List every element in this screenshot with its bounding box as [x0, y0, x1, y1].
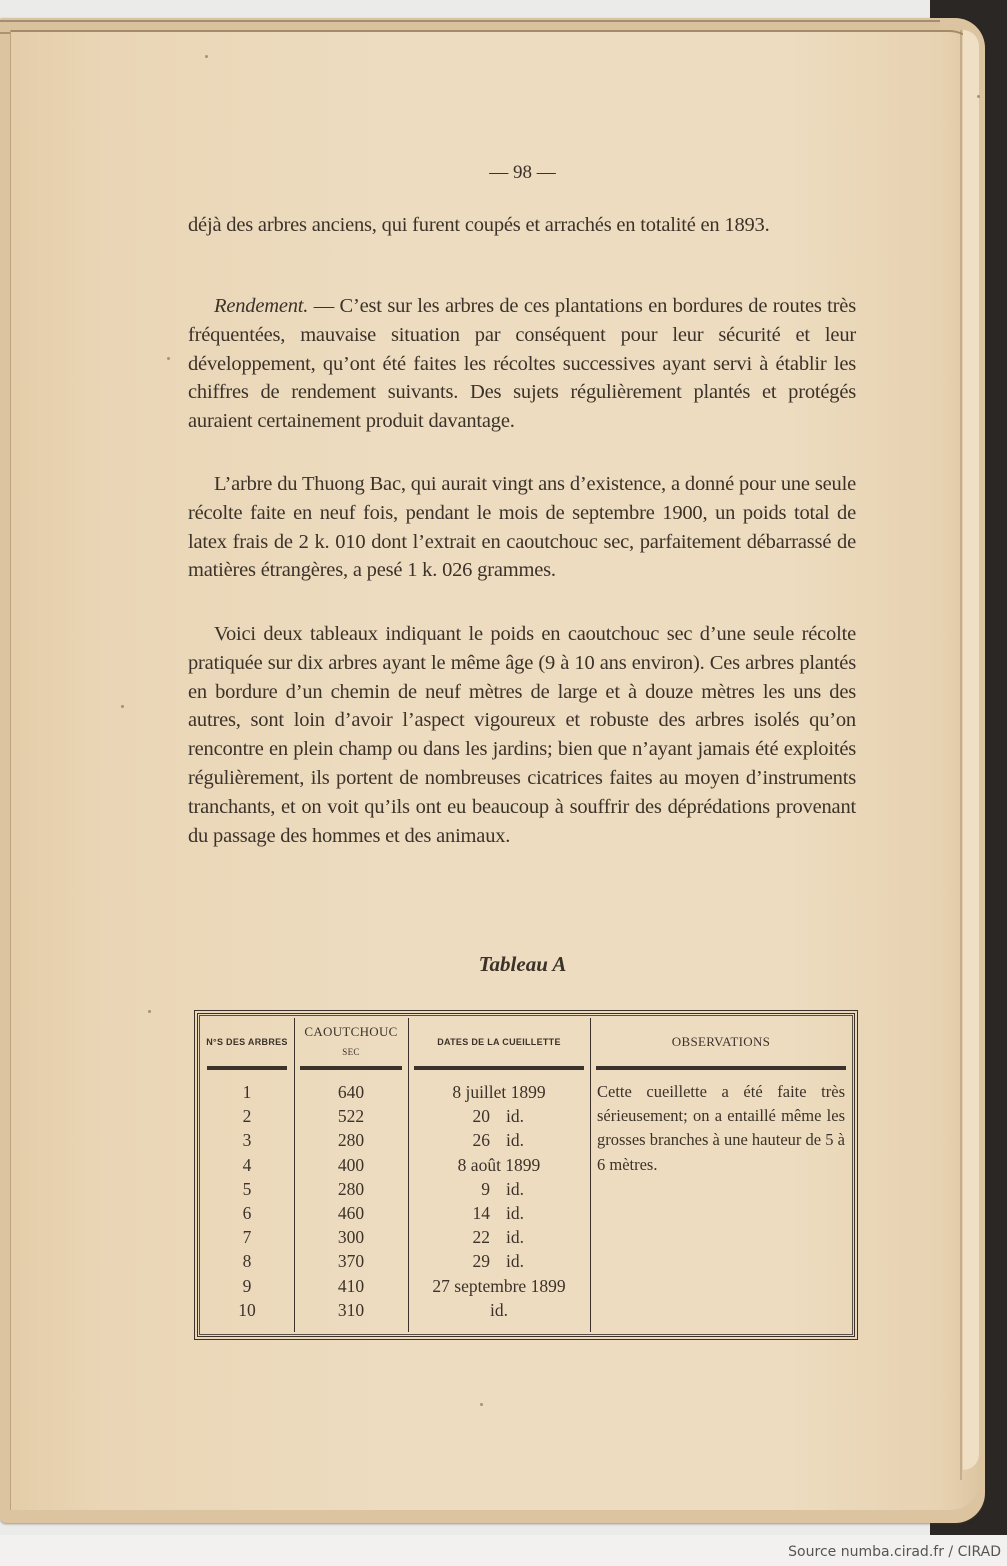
cell-tree-number: 2 [242, 1106, 252, 1127]
cell-tree-number: 10 [238, 1299, 256, 1320]
cell-rubber-weight: 400 [337, 1154, 365, 1175]
paper-speck [480, 1403, 483, 1406]
header-tree-number: N°S DES ARBRES [206, 1037, 288, 1047]
cell-harvest-date: id. [490, 1299, 508, 1320]
observation-text: Cette cueillette a été faite très sérieusement; on a entaillé même les grosses branches à une hauteur de 5 à 6 mètres. [597, 1082, 845, 1174]
paragraph-1 [188, 211, 856, 240]
cell-rubber-weight: 300 [337, 1227, 365, 1248]
date-ditto: id. [506, 1227, 524, 1248]
header-rule [300, 1066, 402, 1070]
table-title: Tableau A [478, 952, 567, 976]
paragraph-text: L’arbre du Thuong Bac, qui aurait vingt ans d’existence, a donné pour une seule récolte faite en neuf fois, pendant le mois de septembre 1900, un poids total de latex frais de 2 k. 010 dont l’extrait en caoutchouc sec, parfaitement débarrassé de matières étrangères, a pesé 1 k. 026 grammes. [188, 473, 856, 582]
cell-rubber-weight: 522 [337, 1106, 365, 1127]
header-dates: DATES DE LA CUEILLETTE [437, 1037, 561, 1047]
cell-harvest-date: 8 juillet 1899 [452, 1082, 546, 1102]
cell-tree-number: 1 [242, 1082, 252, 1102]
date-day: 26 [472, 1130, 490, 1151]
column-cells [409, 1080, 589, 1322]
column-dates [408, 1018, 589, 1332]
cell-rubber-weight: 640 [337, 1082, 365, 1102]
date-ditto: id. [506, 1202, 524, 1223]
paragraph-text: — C’est sur les arbres de ces plantations en bordures de routes très fréquentées, mauvaise situation par conséquent pour leur sécurité et leur développement, qu’ont été faites les récoltes successives ayant servi à établir les chiffres de rendement suivants. Des sujets régulièrement plantés et protégés auraient certainement produit davantage. [188, 295, 856, 433]
header-rubber [295, 1018, 407, 1066]
paragraph-rendement [188, 292, 856, 436]
header-rule [596, 1066, 846, 1070]
date-day: 29 [472, 1251, 490, 1272]
paragraph-tableaux [188, 620, 856, 850]
header-rule [207, 1066, 287, 1070]
header-rule [414, 1066, 584, 1070]
header-rubber-sub: SEC [342, 1047, 360, 1057]
paragraph-lead: Rendement. [214, 295, 309, 317]
date-ditto: id. [506, 1106, 524, 1127]
date-day: 20 [472, 1106, 490, 1127]
date-day: 22 [472, 1227, 490, 1248]
date-ditto: id. [506, 1130, 524, 1151]
paper-speck [977, 95, 980, 98]
date-day: 14 [472, 1202, 490, 1223]
cell-rubber-weight: 280 [337, 1178, 365, 1199]
cell-tree-number: 5 [242, 1178, 252, 1199]
cell-rubber-weight: 460 [337, 1202, 365, 1223]
cell-harvest-date [409, 1201, 589, 1225]
cell-harvest-date [409, 1104, 589, 1128]
cell-harvest-date [409, 1128, 589, 1152]
paper-speck [148, 1010, 151, 1013]
cell-harvest-date [409, 1225, 589, 1249]
cell-rubber-weight: 370 [337, 1251, 365, 1272]
paper-speck [167, 357, 170, 360]
source-credit: Source numba.cirad.fr / CIRAD [788, 1544, 1001, 1560]
paper-speck [121, 705, 124, 708]
cell-rubber-weight: 410 [337, 1275, 365, 1296]
cell-rubber-weight: 280 [337, 1130, 365, 1151]
cell-tree-number: 9 [242, 1275, 252, 1296]
date-day: 9 [481, 1178, 490, 1199]
data-table [194, 1010, 858, 1340]
column-rubber [294, 1018, 407, 1332]
cell-tree-number: 3 [242, 1130, 252, 1151]
date-ditto: id. [506, 1178, 524, 1199]
paragraph-thuong-bac [188, 470, 856, 585]
column-cells [202, 1080, 292, 1322]
cell-harvest-date [409, 1177, 589, 1201]
column-tree-number [202, 1018, 292, 1332]
cell-tree-number: 4 [242, 1154, 252, 1175]
cell-tree-number: 7 [242, 1227, 252, 1248]
paper-speck [205, 55, 208, 58]
cell-tree-number: 8 [242, 1251, 252, 1272]
paragraph-text: déjà des arbres anciens, qui furent coupés et arrachés en totalité en 1893. [188, 214, 770, 236]
page-number: — 98 — [489, 162, 556, 183]
cell-rubber-weight: 310 [337, 1299, 365, 1320]
cell-tree-number: 6 [242, 1202, 252, 1223]
cell-harvest-date: 27 septembre 1899 [432, 1275, 566, 1296]
date-ditto: id. [506, 1251, 524, 1272]
header-observations: OBSERVATIONS [671, 1034, 771, 1049]
column-cells [295, 1080, 407, 1322]
paragraph-text: Voici deux tableaux indiquant le poids en caoutchouc sec d’une seule récolte pratiquée sur dix arbres ayant le même âge (9 à 10 ans environ). Ces arbres plantés en bordure d’un chemin de neuf mètres de large et à douze mètres les uns des autres, sont loin d’avoir l’aspect vigoureux et robuste des arbres isolés qu’on rencontre en plein champ ou dans les jardins; bien que n’ayant jamais été exploités régulièrement, ils portent de nombreuses cicatrices faites au moyen d’instruments tranchants, et on voit qu’ils ont eu beaucoup à souffrir des déprédations provenant du passage des hommes et des animaux. [188, 623, 856, 847]
cell-harvest-date: 8 août 1899 [457, 1154, 541, 1175]
column-observations [590, 1018, 851, 1332]
header-rubber-label: CAOUTCHOUC [304, 1024, 398, 1039]
cell-harvest-date [409, 1249, 589, 1273]
